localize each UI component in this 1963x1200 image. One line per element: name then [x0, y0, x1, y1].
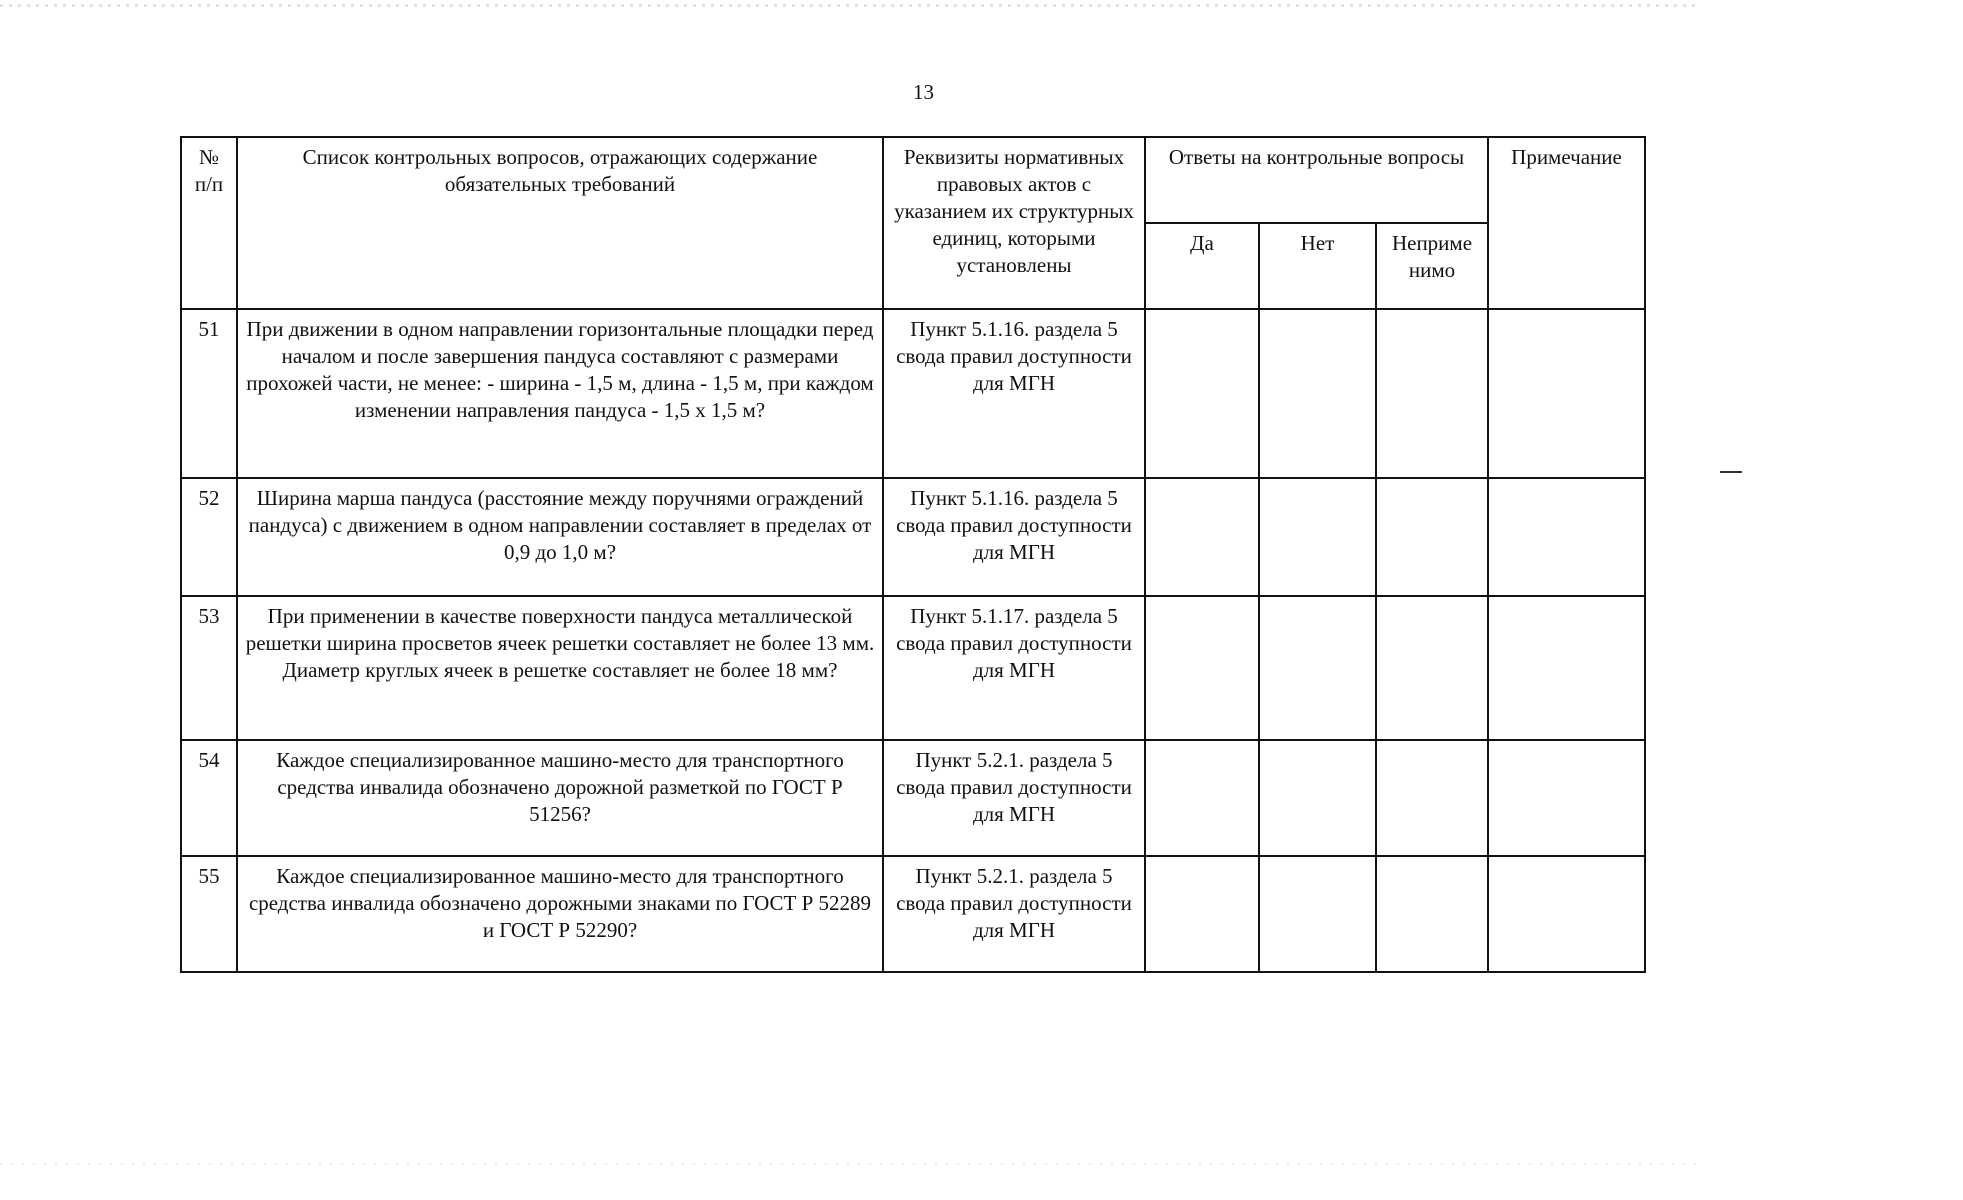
row-number: 52 — [181, 478, 237, 596]
header-note: Примечание — [1488, 137, 1645, 309]
answer-not-applicable-cell[interactable] — [1376, 856, 1488, 972]
answer-no-cell[interactable] — [1259, 309, 1376, 478]
answer-no-cell[interactable] — [1259, 596, 1376, 740]
answer-not-applicable-cell[interactable] — [1376, 309, 1488, 478]
header-not-applicable: Неприме нимо — [1376, 223, 1488, 309]
note-cell[interactable] — [1488, 740, 1645, 856]
row-question: При применении в качестве поверхности пандуса металлической решетки ширина просветов ячеек решетки составляет не более 13 мм. Диаметр круглых ячеек в решетке составляет не более 18 мм? — [237, 596, 883, 740]
row-requisite: Пункт 5.2.1. раздела 5 свода правил доступности для МГН — [883, 856, 1145, 972]
checklist-table — [180, 136, 1646, 973]
row-requisite: Пункт 5.2.1. раздела 5 свода правил доступности для МГН — [883, 740, 1145, 856]
table-row — [181, 309, 1645, 478]
row-number: 53 — [181, 596, 237, 740]
row-number: 55 — [181, 856, 237, 972]
answer-no-cell[interactable] — [1259, 478, 1376, 596]
answer-yes-cell[interactable] — [1145, 309, 1259, 478]
row-question: Каждое специализированное машино-место для транспортного средства инвалида обозначено дорожными знаками по ГОСТ Р 52289 и ГОСТ Р 52290? — [237, 856, 883, 972]
header-no: Нет — [1259, 223, 1376, 309]
answer-yes-cell[interactable] — [1145, 596, 1259, 740]
answer-yes-cell[interactable] — [1145, 740, 1259, 856]
note-cell[interactable] — [1488, 478, 1645, 596]
answer-not-applicable-cell[interactable] — [1376, 740, 1488, 856]
note-cell[interactable] — [1488, 596, 1645, 740]
header-question: Список контрольных вопросов, отражающих содержание обязательных требований — [237, 137, 883, 309]
row-requisite: Пункт 5.1.17. раздела 5 свода правил доступности для МГН — [883, 596, 1145, 740]
note-cell[interactable] — [1488, 309, 1645, 478]
table-row — [181, 478, 1645, 596]
row-question: Ширина марша пандуса (расстояние между поручнями ограждений пандуса) с движением в одном направлении составляет в пределах от 0,9 до 1,0 м? — [237, 478, 883, 596]
answer-yes-cell[interactable] — [1145, 478, 1259, 596]
margin-dash — [1720, 471, 1742, 473]
row-number: 51 — [181, 309, 237, 478]
table-row — [181, 596, 1645, 740]
row-question: При движении в одном направлении горизонтальные площадки перед началом и после завершения пандуса составляют с размерами прохожей части, не менее: - ширина - 1,5 м, длина - 1,5 м, при каждом изменении направления пандуса - 1,5 х 1,5 м? — [237, 309, 883, 478]
answer-not-applicable-cell[interactable] — [1376, 596, 1488, 740]
row-question: Каждое специализированное машино-место для транспортного средства инвалида обозначено дорожной разметкой по ГОСТ Р 51256? — [237, 740, 883, 856]
note-cell[interactable] — [1488, 856, 1645, 972]
header-number: № п/п — [181, 137, 237, 309]
header-answers: Ответы на контрольные вопросы — [1145, 137, 1488, 223]
answer-not-applicable-cell[interactable] — [1376, 478, 1488, 596]
answer-no-cell[interactable] — [1259, 856, 1376, 972]
header-requisites-text: Реквизиты нормативных правовых актов с указанием их структурных единиц, которыми установлены — [894, 145, 1134, 277]
table-row — [181, 740, 1645, 856]
row-number: 54 — [181, 740, 237, 856]
header-row — [181, 137, 1645, 223]
row-requisite: Пункт 5.1.16. раздела 5 свода правил доступности для МГН — [883, 309, 1145, 478]
header-yes: Да — [1145, 223, 1259, 309]
answer-yes-cell[interactable] — [1145, 856, 1259, 972]
row-requisite: Пункт 5.1.16. раздела 5 свода правил доступности для МГН — [883, 478, 1145, 596]
table-row — [181, 856, 1645, 972]
header-requisites — [883, 137, 1145, 309]
scan-noise-bottom — [0, 1163, 1700, 1165]
scan-noise-top — [0, 4, 1700, 7]
answer-no-cell[interactable] — [1259, 740, 1376, 856]
page-number: 13 — [913, 80, 934, 104]
